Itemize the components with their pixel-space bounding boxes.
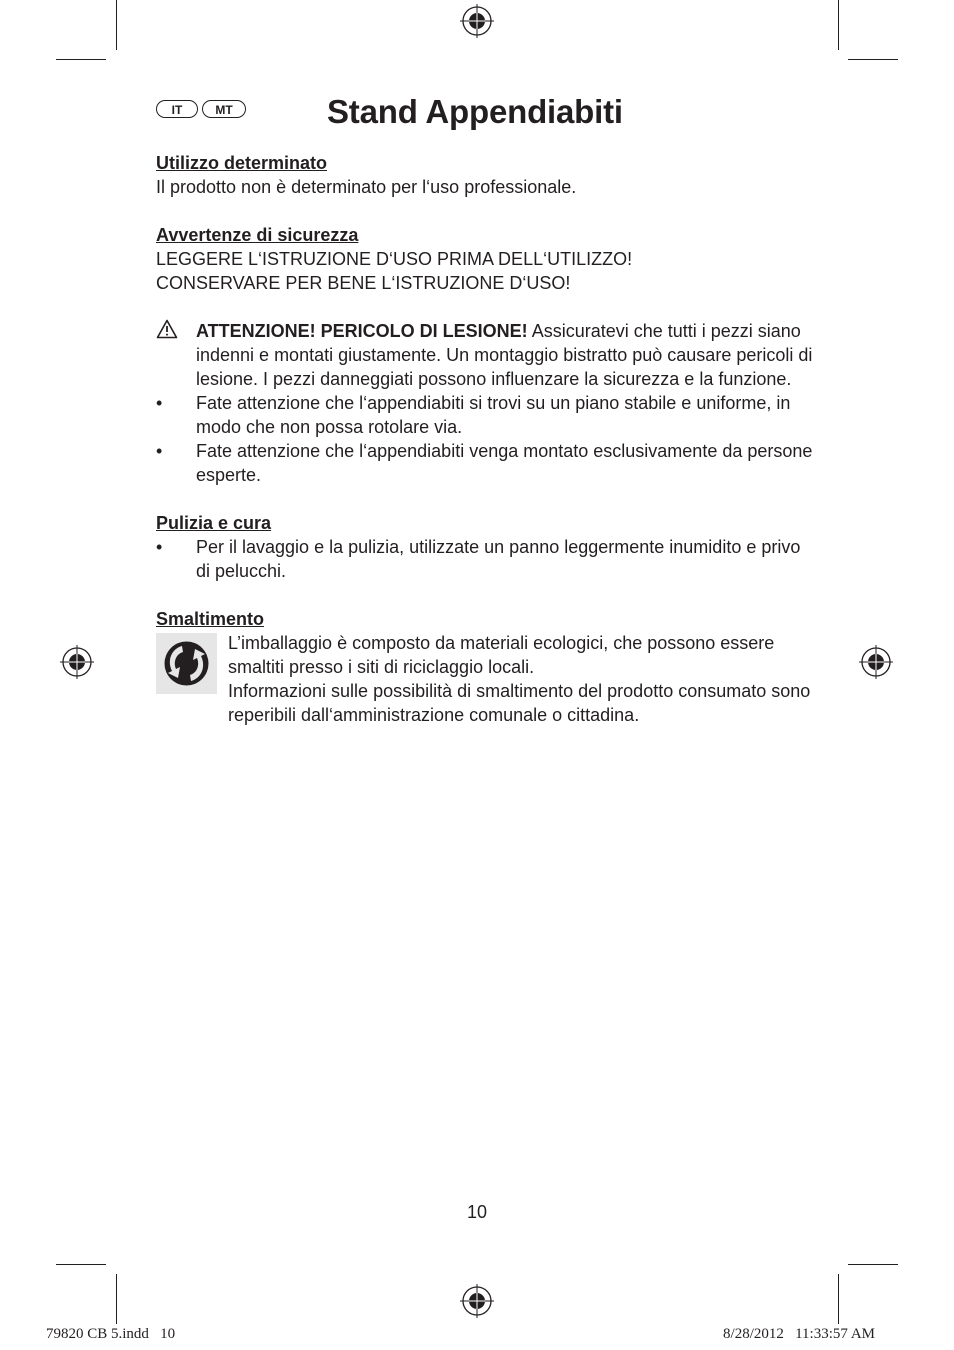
safety-warning [156,319,816,391]
cleaning-heading: Pulizia e cura [156,513,272,533]
bullet: • [156,537,163,557]
cleaning-bullet-text: Per il lavaggio e la pulizia, utilizzate un panno leggermente inumidito e privo di pelucchi. [196,537,801,581]
crop-mark [838,0,839,50]
registration-mark-icon [60,645,94,679]
warning-bold-text: ATTENZIONE! PERICOLO DI LESIONE! [196,321,528,341]
warning-triangle-icon [156,319,178,339]
safety-bullet-text: Fate attenzione che l‘appendiabiti venga montato esclusivamente da persone esperte. [196,441,813,485]
list-item [156,535,816,583]
slug-file-info: 79820 CB 5.indd 10 [46,1326,176,1342]
bullet: • [156,393,163,413]
disposal-text-1: L’imballaggio è composto da materiali ecologici, che possono essere smaltiti presso i siti di riciclaggio locali. [228,633,775,677]
crop-mark [116,0,117,50]
green-dot-logo [156,633,217,694]
registration-mark-icon [859,645,893,679]
page-number: 10 [466,1202,488,1222]
intended-use-heading: Utilizzo determinato [156,153,328,173]
page-title: Stand Appendiabiti [327,93,623,130]
list-item [156,439,816,487]
language-badges [156,100,246,118]
crop-mark [838,1274,839,1324]
green-dot-recycling-icon [156,633,217,694]
registration-mark-icon [460,1284,494,1318]
crop-mark [56,1264,106,1265]
disposal-heading: Smaltimento [156,609,265,629]
crop-mark [116,1274,117,1324]
safety-bullet-text: Fate attenzione che l‘appendiabiti si trovi su un piano stabile e uniforme, in modo che non possa rotolare via. [196,393,791,437]
safety-heading: Avvertenze di sicurezza [156,225,359,245]
list-item [156,391,816,439]
manual-content [156,151,816,727]
disposal-text-2: Informazioni sulle possibilità di smaltimento del prodotto consumato sono reperibili dall‘amministrazione comunale o cittadina. [228,681,811,725]
safety-line-2: CONSERVARE PER BENE L‘ISTRUZIONE D‘USO! [156,273,571,293]
language-badge-mt: MT [202,100,246,118]
crop-mark [848,1264,898,1265]
crop-mark [56,59,106,60]
slug-timestamp: 8/28/2012 11:33:57 AM [723,1326,875,1342]
bullet: • [156,441,163,461]
crop-mark [848,59,898,60]
warning-text: Assicuratevi che tutti i pezzi siano indenni e montati giustamente. Un montaggio bistratto può causare pericoli di lesione. I pezzi danneggiati possono influenzare la sicurezza e la funzione. [196,321,813,389]
disposal-block [156,631,816,727]
intended-use-text: Il prodotto non è determinato per l‘uso professionale. [156,177,577,197]
registration-mark-icon [460,4,494,38]
language-badge-it: IT [156,100,198,118]
safety-line-1: LEGGERE L‘ISTRUZIONE D‘USO PRIMA DELL‘UTILIZZO! [156,249,633,269]
